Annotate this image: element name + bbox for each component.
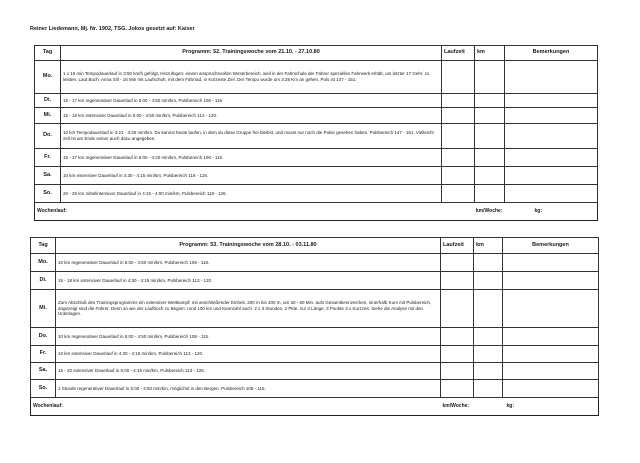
table-row bbox=[35, 167, 598, 185]
km-cell[interactable] bbox=[474, 380, 503, 398]
laufzeit-cell[interactable] bbox=[442, 167, 475, 185]
bemerkungen-cell[interactable] bbox=[505, 167, 598, 185]
bemerkungen-cell[interactable] bbox=[505, 149, 598, 167]
kg-label: kg: bbox=[534, 207, 542, 214]
workout-description: 15 - 18 km extensiver Dauerlauf in 5:00 - 4:50 min/km, Pulsbereich 113 - 120. bbox=[61, 108, 442, 124]
column-header-laufzeit: Laufzeit bbox=[441, 238, 474, 254]
bemerkungen-cell[interactable] bbox=[503, 254, 599, 272]
km-cell[interactable] bbox=[475, 61, 505, 94]
laufzeit-cell[interactable] bbox=[441, 254, 474, 272]
bemerkungen-cell[interactable] bbox=[503, 380, 599, 398]
day-cell: Sa. bbox=[35, 167, 61, 185]
laufzeit-cell[interactable] bbox=[441, 290, 474, 328]
bemerkungen-cell[interactable] bbox=[503, 363, 599, 380]
laufzeit-cell[interactable] bbox=[442, 108, 475, 124]
day-cell: Di. bbox=[31, 272, 56, 290]
table-row bbox=[31, 363, 599, 380]
day-cell: So. bbox=[35, 185, 61, 203]
workout-description: Zum Abschluß des Trainingsprogramms ein extensiver Wettkampf: mit anschließender Einheit, 200 m bis 400 m, um 30 - 60 Min. aufs Gesamtkennzeichen, innerhalb Kurs mit Pulsbereich, angezeigt sind die Fahrer. Denn so wie der Laufbuch zu Beginn: rund 100 km und Kennzahl auch. 2 x 3 Stunden, 2 Pkte. zur 3 Länge, 3 Punkte 3 x Kurzzeit. Siehe die Analyse mit den Unterlagen. bbox=[56, 290, 441, 328]
column-header-km: km bbox=[474, 238, 503, 254]
laufzeit-cell[interactable] bbox=[441, 380, 474, 398]
column-header-laufzeit: Laufzeit bbox=[442, 46, 475, 61]
km-cell[interactable] bbox=[475, 149, 505, 167]
laufzeit-cell[interactable] bbox=[442, 61, 475, 94]
laufzeit-cell[interactable] bbox=[441, 272, 474, 290]
laufzeit-cell[interactable] bbox=[442, 185, 475, 203]
km-woche-label: km/Woche: bbox=[442, 402, 470, 409]
column-header-bemerkungen: Bemerkungen bbox=[503, 238, 599, 254]
bemerkungen-cell[interactable] bbox=[503, 290, 599, 328]
laufzeit-cell[interactable] bbox=[441, 363, 474, 380]
km-cell[interactable] bbox=[475, 167, 505, 185]
km-woche-label: km/Woche: bbox=[475, 207, 503, 214]
km-cell[interactable] bbox=[474, 272, 503, 290]
km-cell[interactable] bbox=[474, 346, 503, 363]
workout-description: 10 km extensiver Dauerlauf in 4:30 - 4:15 min/km, Pulsbereich 113 - 120. bbox=[56, 346, 441, 363]
km-cell[interactable] bbox=[475, 94, 505, 108]
workout-description: 15 - 20 extensiver Dauerlauf in 5:00 - 4:15 min/km, Pulsbereich 113 - 125. bbox=[56, 363, 441, 380]
table-row bbox=[31, 254, 599, 272]
plan-title: Programm: 53. Trainingswoche vom 28.10. - 03.11.80 bbox=[56, 238, 441, 254]
day-cell: So. bbox=[31, 380, 56, 398]
km-cell[interactable] bbox=[474, 290, 503, 328]
column-header-bemerkungen: Bemerkungen bbox=[505, 46, 598, 61]
km-cell[interactable] bbox=[474, 363, 503, 380]
bemerkungen-cell[interactable] bbox=[503, 346, 599, 363]
laufzeit-cell[interactable] bbox=[442, 124, 475, 149]
day-cell: Do. bbox=[35, 124, 61, 149]
km-cell[interactable] bbox=[475, 108, 505, 124]
week-footer bbox=[35, 203, 598, 221]
day-cell: Do. bbox=[31, 328, 56, 346]
laufzeit-cell[interactable] bbox=[442, 94, 475, 108]
column-header-km: km bbox=[475, 46, 505, 61]
bemerkungen-cell[interactable] bbox=[503, 328, 599, 346]
bemerkungen-cell[interactable] bbox=[505, 94, 598, 108]
km-cell[interactable] bbox=[474, 254, 503, 272]
table-row bbox=[31, 272, 599, 290]
kg-label: kg: bbox=[506, 402, 514, 409]
table-row bbox=[31, 380, 599, 398]
table-row bbox=[35, 94, 598, 108]
table-row bbox=[31, 346, 599, 363]
table-row bbox=[35, 124, 598, 149]
table-row bbox=[35, 149, 598, 167]
training-plan-week-53 bbox=[30, 237, 599, 416]
table-row bbox=[35, 108, 598, 124]
day-cell: Fr. bbox=[31, 346, 56, 363]
table-row bbox=[31, 290, 599, 328]
workout-description: 15 - 17 km regenerativer Dauerlauf in 5:00 - 4:50 min/km, Pulsbereich 108 - 115. bbox=[61, 94, 442, 108]
km-cell[interactable] bbox=[475, 185, 505, 203]
week-footer bbox=[31, 398, 599, 416]
workout-description: 1 x 15 min Tempodauerlauf in 3:50 km/h gefolgt, Hinzufügen: einem anspruchsvollen Winterbereich, weil in der Fahrschule der Fahrer spezielles Fahrwerk erhält, um letzter 17 Gehr. zu leisten. Laut Buch: Anna Sill - 16 Min mit Laufschuh, mit dem Fahrrad, in Kürzeste Ziel. Der Tempo wurde um 3:25 Km an gehen. Puls ist 147 - 151. bbox=[61, 61, 442, 94]
bemerkungen-cell[interactable] bbox=[505, 124, 598, 149]
wochenlauf-label: Wochenlauf: bbox=[37, 207, 67, 214]
column-header-day: Tag bbox=[35, 46, 61, 61]
day-cell: Di. bbox=[35, 94, 61, 108]
bemerkungen-cell[interactable] bbox=[505, 61, 598, 94]
plan-title: Programm: 52. Trainingswoche vom 21.10. - 27.10.80 bbox=[61, 46, 442, 61]
document-header: Reiner Liedemann, Mj. Nr. 1902, TSG. Jokos gesetzt auf: Kaiser bbox=[30, 26, 195, 32]
workout-description: 15 - 18 km extensiver Dauerlauf in 4:30 - 4:15 min/km, Pulsbereich 113 - 120. bbox=[56, 272, 441, 290]
day-cell: Fr. bbox=[35, 149, 61, 167]
workout-description: 10 km extensiver Dauerlauf in 4:30 - 4:15 min/km, Pulsbereich 118 - 125. bbox=[61, 167, 442, 185]
table-row bbox=[35, 61, 598, 94]
bemerkungen-cell[interactable] bbox=[505, 108, 598, 124]
workout-description: 10 km Tempodauerlauf in 3:21 - 3:25 min/km. Du kannst heute laufen, in dem du diese Gruppe frei bleibst, und musst nur noch die Pulse gesehen haben. Pulsbereich 147 - 151. Vielleicht zeit ist am Ende seiner auch dazu angegeben. bbox=[61, 124, 442, 149]
laufzeit-cell[interactable] bbox=[441, 328, 474, 346]
table-row bbox=[31, 328, 599, 346]
column-header-day: Tag bbox=[31, 238, 56, 254]
workout-description: 20 - 25 km mittelintensiver Dauerlauf in 4:15 - 4:00 min/km, Pulsbereich 118 - 126. bbox=[61, 185, 442, 203]
workout-description: 10 km regenerativer Dauerlauf in 5:00 - 4:50 min/km, Pulsbereich 108 - 118. bbox=[56, 254, 441, 272]
day-cell: Mo. bbox=[35, 61, 61, 94]
table-row bbox=[35, 185, 598, 203]
training-plan-week-52 bbox=[34, 45, 598, 221]
workout-description: 15 - 17 km regenerativer Dauerlauf in 5:00 - 4:20 min/km, Pulsbereich 108 - 115. bbox=[61, 149, 442, 167]
workout-description: 10 km regenerativer Dauerlauf in 5:00 - 4:50 min/km, Pulsbereich 108 - 115. bbox=[56, 328, 441, 346]
km-cell[interactable] bbox=[475, 124, 505, 149]
day-cell: Mi. bbox=[31, 290, 56, 328]
day-cell: Sa. bbox=[31, 363, 56, 380]
bemerkungen-cell[interactable] bbox=[505, 185, 598, 203]
bemerkungen-cell[interactable] bbox=[503, 272, 599, 290]
km-cell[interactable] bbox=[474, 328, 503, 346]
laufzeit-cell[interactable] bbox=[441, 346, 474, 363]
laufzeit-cell[interactable] bbox=[442, 149, 475, 167]
workout-description: 1 Stunde regenerativer Dauerlauf in 5:00 - 4:50 min/km, möglichst in den Bergen. Pulsbereich 108 - 115. bbox=[56, 380, 441, 398]
wochenlauf-label: Wochenlauf: bbox=[33, 402, 63, 409]
day-cell: Mo. bbox=[31, 254, 56, 272]
day-cell: Mi. bbox=[35, 108, 61, 124]
